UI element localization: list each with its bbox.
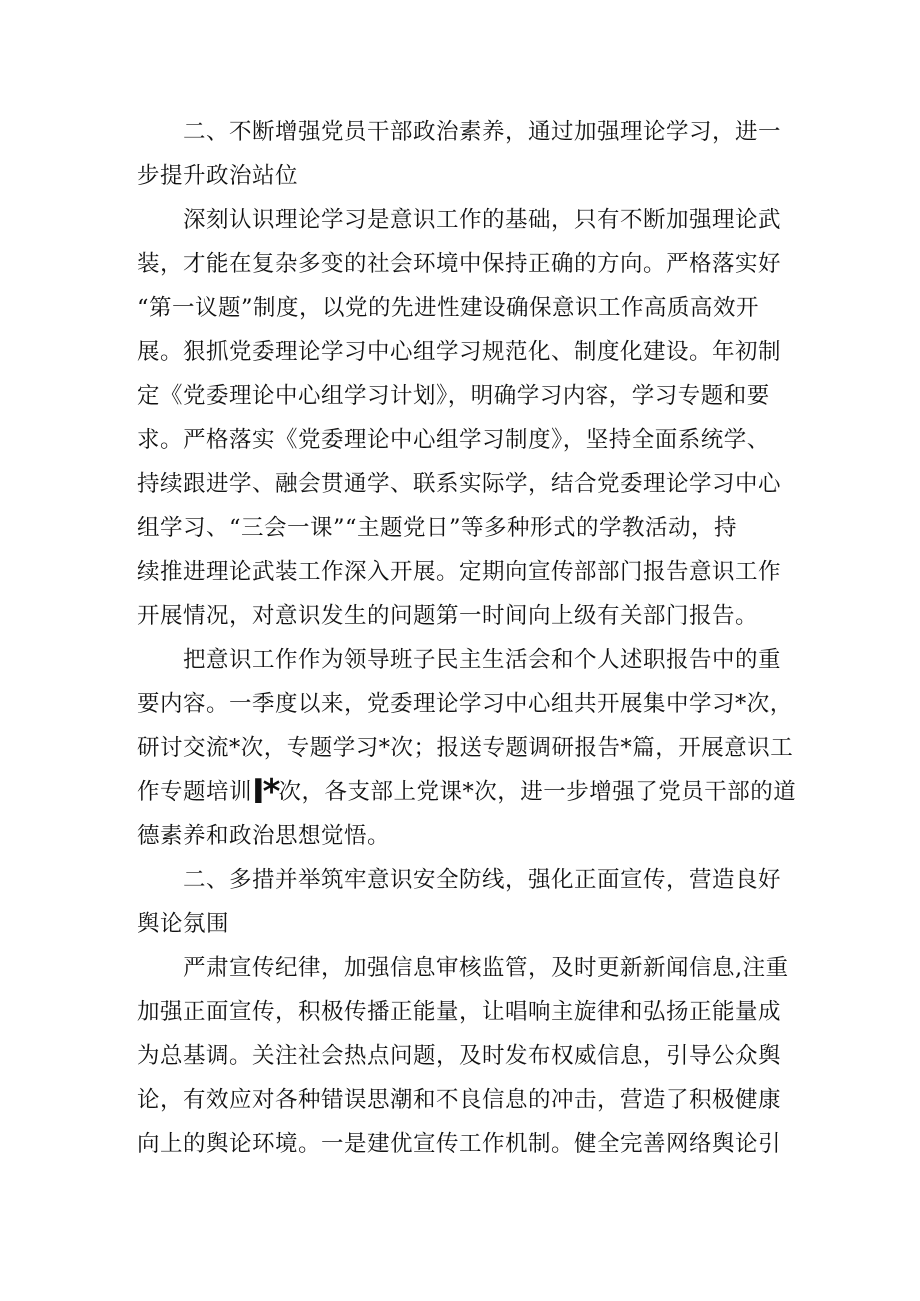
paragraph-line: 求。严格落实《党委理论中心组学习制度》，坚持全面系统学、 (137, 427, 770, 453)
paragraph-line: 展。狠抓党委理论学习中心组学习规范化、制度化建设。年初制 (137, 339, 782, 365)
large-asterisk-mark: I* (252, 772, 279, 812)
paragraph-line: 论，有效应对各种错误思潮和不良信息的冲击，营造了积极健康 (137, 1087, 782, 1113)
paragraph-line-with-mark (137, 772, 796, 812)
paragraph-line: 德素养和政治思想觉悟。 (137, 823, 391, 849)
paragraph-line: 开展情况，对意识发生的问题第一时间向上级有关部门报告。 (137, 603, 759, 629)
paragraph-line: 定《党委理论中心组学习计划》，明确学习内容，学习专题和要 (137, 383, 770, 409)
paragraph-line: 研讨交流*次，专题学习*次；报送专题调研报告*篇，开展意识工 (137, 735, 794, 761)
paragraph-line-start: 作专题培训 (137, 779, 253, 805)
paragraph-line-end: 次，各支部上党课*次，进一步增强了党员干部的道 (278, 779, 797, 805)
heading-line-2: 步提升政治站位 (137, 163, 299, 189)
paragraph-line: 装，才能在复杂多变的社会环境中保持正确的方向。严格落实好 (137, 251, 782, 277)
heading-line-2: 舆论氛围 (137, 911, 230, 937)
paragraph-line: “第一议题”制度，以党的先进性建设确保意识工作高质高效开 (137, 295, 760, 321)
paragraph-line: 续推进理论武装工作深入开展。定期向宣传部部门报告意识工作 (137, 559, 782, 585)
paragraph-line: 为总基调。关注社会热点问题，及时发布权威信息，引导公众舆 (137, 1043, 782, 1069)
heading-line-1: 二、多措并举筑牢意识安全防线，强化正面宣传，营造良好 (137, 867, 782, 893)
paragraph-line: 向上的舆论环境。一是建优宣传工作机制。健全完善网络舆论引 (137, 1131, 782, 1157)
paragraph-line: 深刻认识理论学习是意识工作的基础，只有不断加强理论武 (137, 207, 782, 233)
paragraph-line: 加强正面宣传，积极传播正能量，让唱响主旋律和弘扬正能量成 (137, 999, 782, 1025)
heading-line-1: 二、不断增强党员干部政治素养，通过加强理论学习，进一 (137, 119, 782, 145)
paragraph-line: 要内容。一季度以来，党委理论学习中心组共开展集中学习*次， (137, 691, 793, 717)
paragraph-line: 持续跟进学、融会贯通学、联系实际学，结合党委理论学习中心 (137, 471, 782, 497)
paragraph-line: 组学习、“三会一课”“主题党日”等多种形式的学教活动，持 (137, 515, 738, 541)
paragraph-line: 把意识工作作为领导班子民主生活会和个人述职报告中的重 (137, 647, 782, 673)
paragraph-line: 严肃宣传纪律，加强信息审核监管，及时更新新闻信息,注重 (137, 955, 789, 981)
